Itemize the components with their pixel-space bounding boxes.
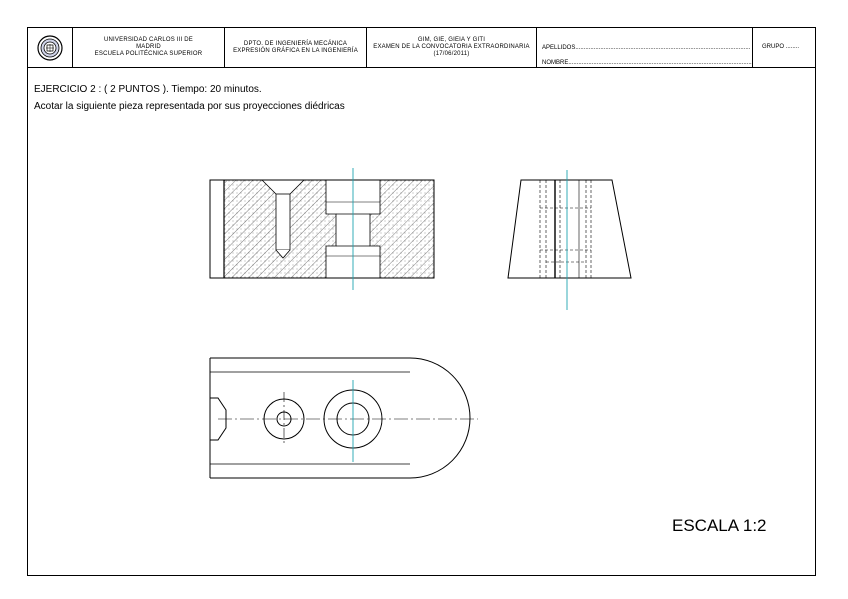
apellidos-field[interactable]: APELLIDOS......................................................................................................... [542, 45, 751, 51]
apellidos-label: APELLIDOS [542, 45, 576, 51]
university-line-3: ESCUELA POLITÉCNICA SUPERIOR [94, 51, 203, 57]
exam-line-3: (17/06/2011) [433, 51, 470, 57]
front-section-view [210, 168, 434, 290]
university-line-2: MADRID [136, 44, 161, 50]
department-line-2: EXPRESIÓN GRÁFICA EN LA INGENIERÍA [233, 47, 358, 54]
department-line-1: DPTO. DE INGENIERÍA MECÁNICA [243, 40, 348, 47]
nombre-field[interactable]: NOMBRE.............................................................................................................. [542, 60, 752, 66]
side-view [508, 170, 631, 310]
exam-line-1: GIM, GIE, GIEIA Y GITI [417, 37, 486, 43]
scale-label: ESCALA 1:2 [672, 516, 767, 535]
top-view [210, 358, 478, 478]
exercise-instruction: Acotar la siguiente pieza representada por sus proyecciones diédricas [34, 101, 345, 112]
nombre-label: NOMBRE [542, 60, 569, 66]
university-line-1: UNIVERSIDAD CARLOS III DE [103, 37, 194, 43]
exercise-title: EJERCICIO 2 : ( 2 PUNTOS ). Tiempo: 20 minutos. [34, 84, 262, 95]
exam-line-2: EXAMEN DE LA CONVOCATORIA EXTRAORDINARIA [373, 44, 530, 50]
grupo-label: GRUPO ........ [762, 44, 800, 50]
